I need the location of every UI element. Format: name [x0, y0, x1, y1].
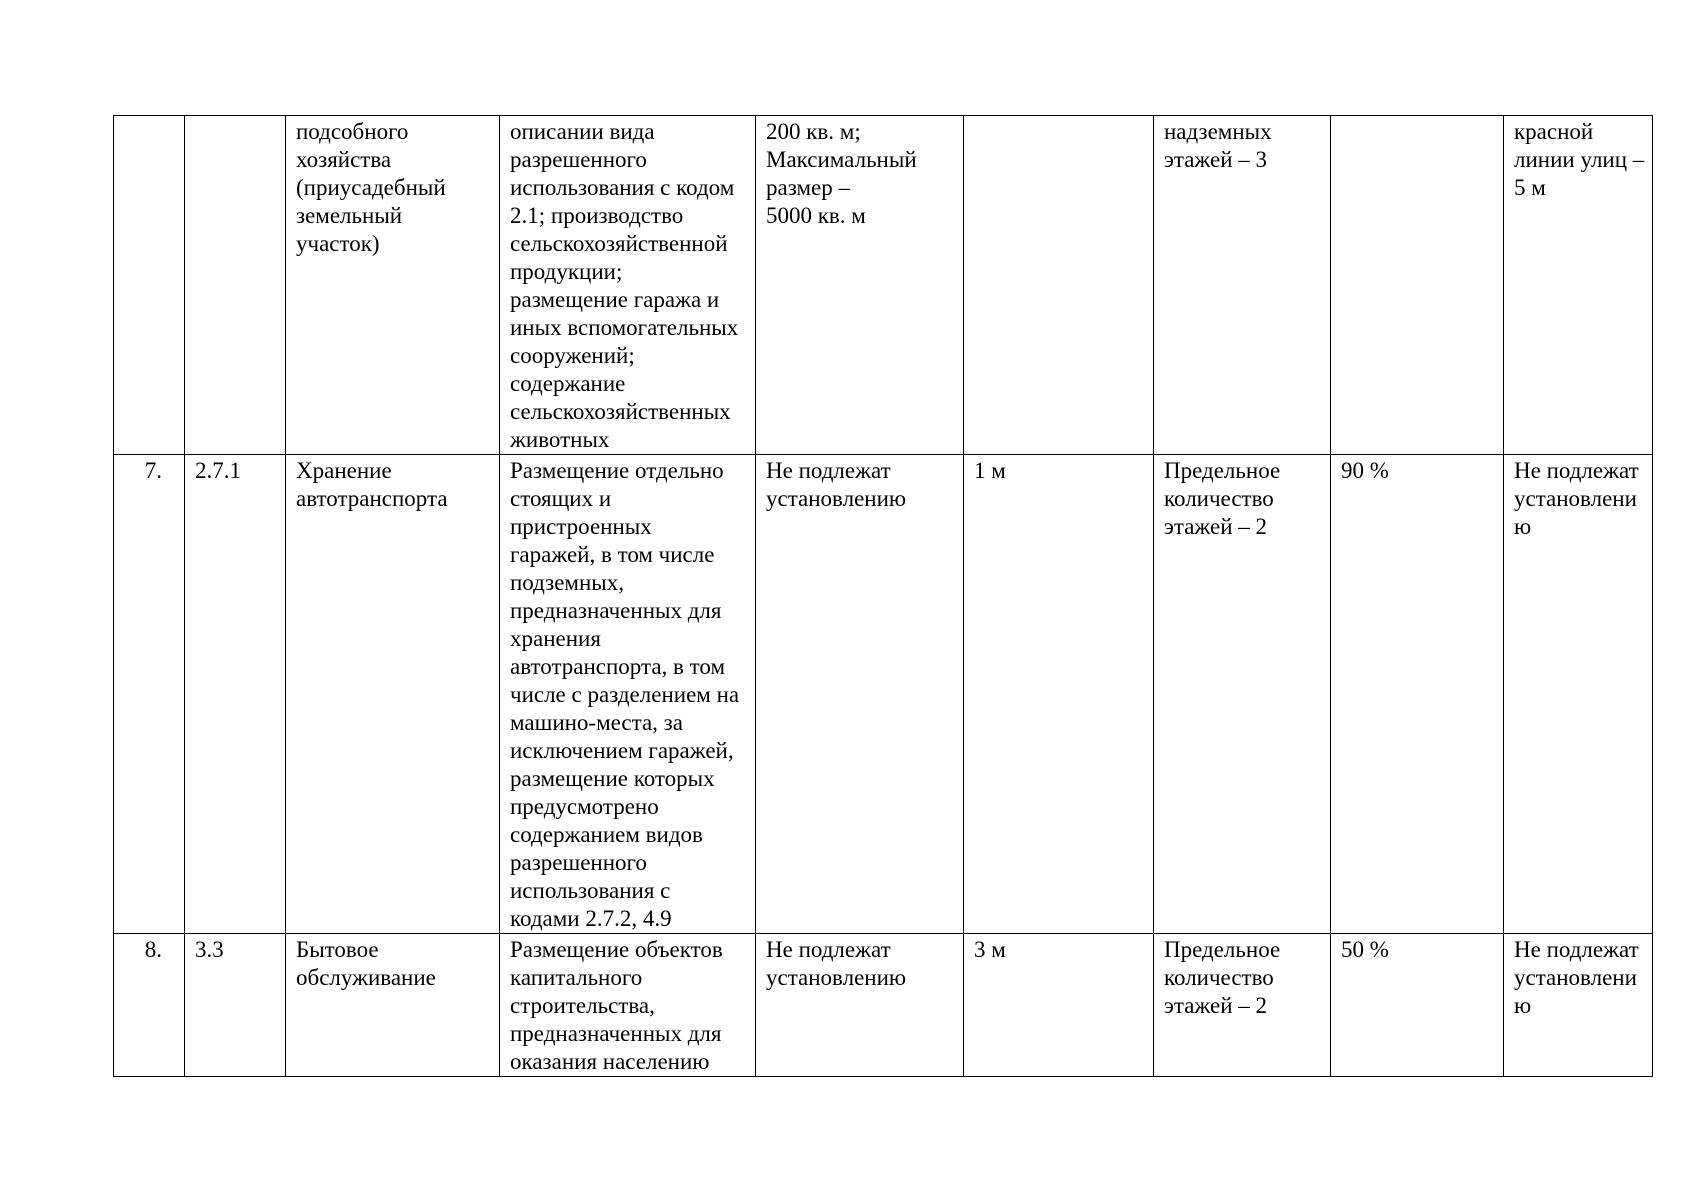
- table-row: [114, 116, 1653, 455]
- table-row: [114, 455, 1653, 934]
- setback-cell: 1 м: [964, 455, 1154, 934]
- red-line-cell: красной линии улиц – 5 м: [1504, 116, 1653, 455]
- use-description-cell: Размещение объектов капитального строительства, предназначенных для оказания населению: [500, 934, 756, 1077]
- row-number-cell: 8.: [114, 934, 185, 1077]
- use-name-cell: подсобного хозяйства (приусадебный земельный участок): [286, 116, 500, 455]
- use-description-cell: Размещение отдельно стоящих и пристроенных гаражей, в том числе подземных, предназначенных для хранения автотранспорта, в том числе с разделением на машино-места, за исключением гаражей, размещение которых предусмотрено содержанием видов разрешенного использования с кодами 2.7.2, 4.9: [500, 455, 756, 934]
- setback-cell: 3 м: [964, 934, 1154, 1077]
- plot-area-cell: Не подлежат установлению: [756, 934, 964, 1077]
- regulations-table: [113, 115, 1653, 1077]
- row-number-cell: 7.: [114, 455, 185, 934]
- use-code-cell: [185, 116, 286, 455]
- use-code-cell: 2.7.1: [185, 455, 286, 934]
- floors-cell: Предельное количество этажей – 2: [1154, 455, 1331, 934]
- floors-cell: Предельное количество этажей – 2: [1154, 934, 1331, 1077]
- table-row: [114, 934, 1653, 1077]
- row-number-cell: [114, 116, 185, 455]
- plot-area-cell: Не подлежат установлению: [756, 455, 964, 934]
- coverage-cell: 50 %: [1331, 934, 1504, 1077]
- use-name-cell: Бытовое обслуживание: [286, 934, 500, 1077]
- coverage-cell: [1331, 116, 1504, 455]
- red-line-cell: Не подлежат установлени ю: [1504, 455, 1653, 934]
- red-line-cell: Не подлежат установлени ю: [1504, 934, 1653, 1077]
- setback-cell: [964, 116, 1154, 455]
- plot-area-cell: 200 кв. м; Максимальный размер – 5000 кв. м: [756, 116, 964, 455]
- floors-cell: надземных этажей – 3: [1154, 116, 1331, 455]
- coverage-cell: 90 %: [1331, 455, 1504, 934]
- use-name-cell: Хранение автотранспорта: [286, 455, 500, 934]
- use-description-cell: описании вида разрешенного использования с кодом 2.1; производство сельскохозяйственной продукции; размещение гаража и иных вспомогательных сооружений; содержание сельскохозяйственных животных: [500, 116, 756, 455]
- use-code-cell: 3.3: [185, 934, 286, 1077]
